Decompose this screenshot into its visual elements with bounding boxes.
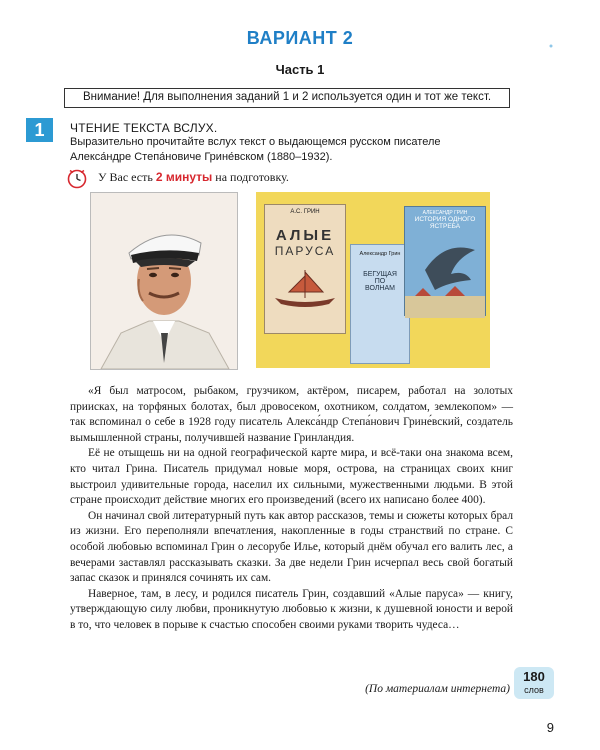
word-count-label: слов [524, 685, 544, 695]
page-number: 9 [546, 720, 554, 735]
book-title-line-2: ПО [374, 278, 386, 285]
paragraph-3: Он начинал свой литературный путь как автор рассказов, темы и сюжеты которых брал из жизни. Его переполняли впечатления, накопленные в годы странствий по стране. С особой любовью вспоминал Грин о лесорубе Илье, который днём обучал его валить лес, а вечерами заставлял рассказывать сказки. За две недели Грин исчерпал весь свой богатый запас сказок и принялся сочинять их сам. [70, 509, 513, 585]
word-count-number: 180 [523, 669, 545, 684]
book-begushchaya [350, 244, 410, 364]
variant-title: ВАРИАНТ 2 [246, 28, 354, 48]
book-istoriya-yastreba [404, 206, 486, 316]
text-body [70, 384, 513, 634]
books-illustration [256, 192, 490, 368]
word-count-badge [514, 667, 554, 699]
book-title-line-1: АЛЫЕ [275, 227, 335, 244]
part-title: Часть 1 [275, 62, 325, 77]
attention-box: Внимание! Для выполнения заданий 1 и 2 используется один и тот же текст. [64, 88, 510, 108]
prep-time-highlight: 2 минуты [155, 170, 213, 184]
paragraph-1: «Я был матросом, рыбаком, грузчиком, актёром, писарем, работал на золотых приисках, на торфяных болотах, был дровосеком, охотником, солдатом, землекопом» — так вспоминал о себе в 1928 году писатель Алекса́ндр Степа́нович Грине́вский, создатель вымышленной страны, получившей название Гринландия. [70, 385, 513, 444]
task-title: ЧТЕНИЕ ТЕКСТА ВСЛУХ. [70, 121, 218, 135]
prep-after: на подготовку. [212, 170, 289, 184]
paragraph-4: Наверное, там, в лесу, и родился писатель Грин, создавший «Алые паруса» — книгу, утверждающую силу любви, проникнутую любовью к жизни, к душевной юности и верой в то, что человек в порыве к счастью способен своими руками творить чудеса… [70, 587, 513, 631]
source-note: (По материалам интернета) [365, 683, 510, 695]
book-author: А.С. ГРИН [290, 209, 320, 215]
task-intro-line-1: Выразительно прочитайте вслух текст о выдающемся русском писателе [70, 136, 441, 148]
task-number-badge: 1 [26, 118, 53, 142]
book-title-line-1: БЕГУЩАЯ [363, 271, 397, 278]
book-title-line-2: ПАРУСА [274, 244, 336, 258]
author-portrait [90, 192, 238, 370]
book-author: Александр Грин [359, 251, 401, 257]
paragraph-2: Её не отыщешь ни на одной географической карте мира, и всё-таки она знакома всем, кто читал Грина. Писатель придумал новые моря, острова, на страницах своих книг выстроил удивительные города, населил их сильными, мужественными людьми. В этой стране происходит действие многих его произведений (всего их написано более 400). [70, 447, 513, 507]
book-title-line-3: ВОЛНАМ [365, 285, 395, 292]
book-alye-parusa [264, 204, 346, 334]
book-author: АЛЕКСАНДР ГРИН [422, 210, 468, 216]
prep-before: У Вас есть [98, 170, 156, 184]
preparation-time [98, 170, 289, 185]
book-title: ИСТОРИЯ ОДНОГО ЯСТРЕБА [414, 216, 476, 230]
task-intro-line-2: Алекса́ндре Степа́новиче Грине́вском (1880–1932). [70, 151, 333, 163]
clock-icon [66, 167, 88, 189]
